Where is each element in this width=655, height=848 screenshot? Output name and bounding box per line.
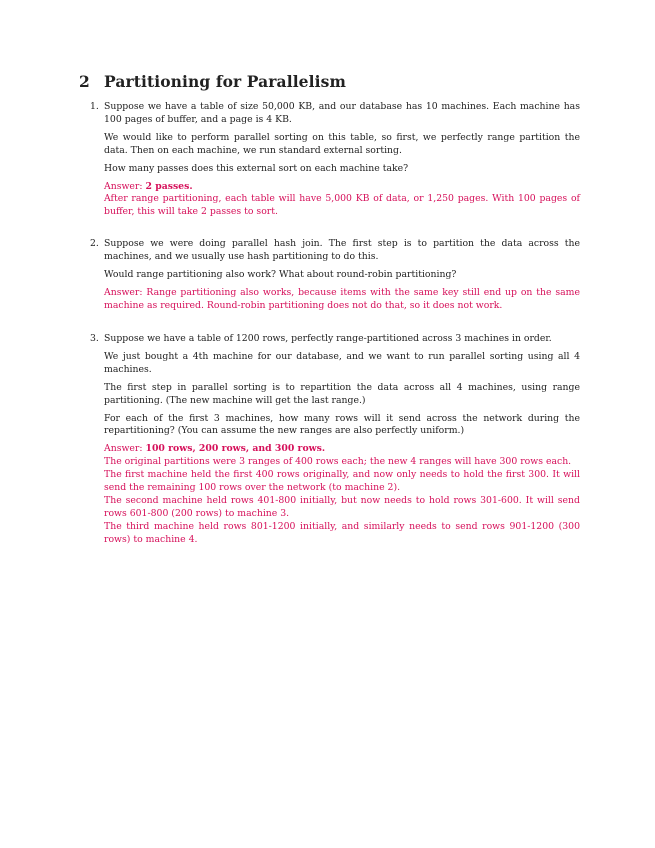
question-text: We would like to perform parallel sorting on this table, so first, we perfectly range partition the data. Then on each machine, we run standard external sorting. (104, 131, 580, 156)
question-text: Suppose we have a table of size 50,000 KB, and our database has 10 machines. Each machine has 100 pages of buffer, and a page is 4 KB. (104, 101, 580, 125)
answer-result: 2 passes. (145, 180, 193, 192)
question-text: The first step in parallel sorting is to repartition the data across all 4 machines, using range partitioning. (The new machine will get the last range.) (104, 381, 580, 406)
answer-explanation: The third machine held rows 801-1200 initially, and similarly needs to send rows 901-1200 (300 rows) to machine 4. (104, 520, 580, 545)
question-text: Suppose we were doing parallel hash join. The first step is to partition the data across the machines, and we usually use hash partitioning to do this. (104, 238, 580, 262)
answer-explanation: The second machine held rows 401-800 initially, but now needs to hold rows 301-600. It will send rows 601-800 (200 rows) to machine 3. (104, 494, 580, 519)
question-number: 1. (90, 101, 99, 112)
question-1 (90, 101, 580, 219)
answer-explanation: Answer: Range partitioning also works, because items with the same key still end up on the same machine as required. Round-robin partitioning does not do that, so it does not work. (104, 286, 580, 311)
question-2 (90, 238, 580, 313)
question-3 (90, 333, 580, 547)
answer-explanation: After range partitioning, each table will have 5,000 KB of data, or 1,250 pages. With 100 pages of buffer, this will take 2 passes to sort. (104, 193, 580, 218)
question-number: 3. (90, 333, 99, 344)
answer-block (104, 443, 580, 546)
answer-label: Answer: (104, 180, 143, 192)
question-number: 2. (90, 238, 99, 249)
question-text: How many passes does this external sort on each machine take? (104, 162, 409, 174)
question-text: Suppose we have a table of 1200 rows, perfectly range-partitioned across 3 machines in order. (104, 333, 552, 344)
answer-explanation: The original partitions were 3 ranges of 400 rows each; the new 4 ranges will have 300 rows each. (104, 456, 572, 468)
answer-explanation: The first machine held the first 400 rows originally, and now only needs to hold the first 300. It will send the remaining 100 rows over the network (to machine 2). (104, 469, 580, 494)
question-text: We just bought a 4th machine for our database, and we want to run parallel sorting using all 4 machines. (104, 350, 580, 375)
section-number: 2 (79, 72, 90, 91)
question-text: For each of the first 3 machines, how many rows will it send across the network during the repartitioning? (You can assume the new ranges are also perfectly uniform.) (104, 412, 580, 437)
section-title: Partitioning for Parallelism (104, 72, 346, 91)
answer-summary (104, 443, 580, 456)
answer-block (104, 287, 580, 313)
question-text: Would range partitioning also work? What about round-robin partitioning? (104, 268, 457, 280)
answer-label: Answer: (104, 443, 143, 455)
section-heading (79, 72, 346, 91)
answer-result: 100 rows, 200 rows, and 300 rows. (145, 443, 326, 455)
answer-block (104, 181, 580, 220)
answer-summary (104, 181, 580, 194)
